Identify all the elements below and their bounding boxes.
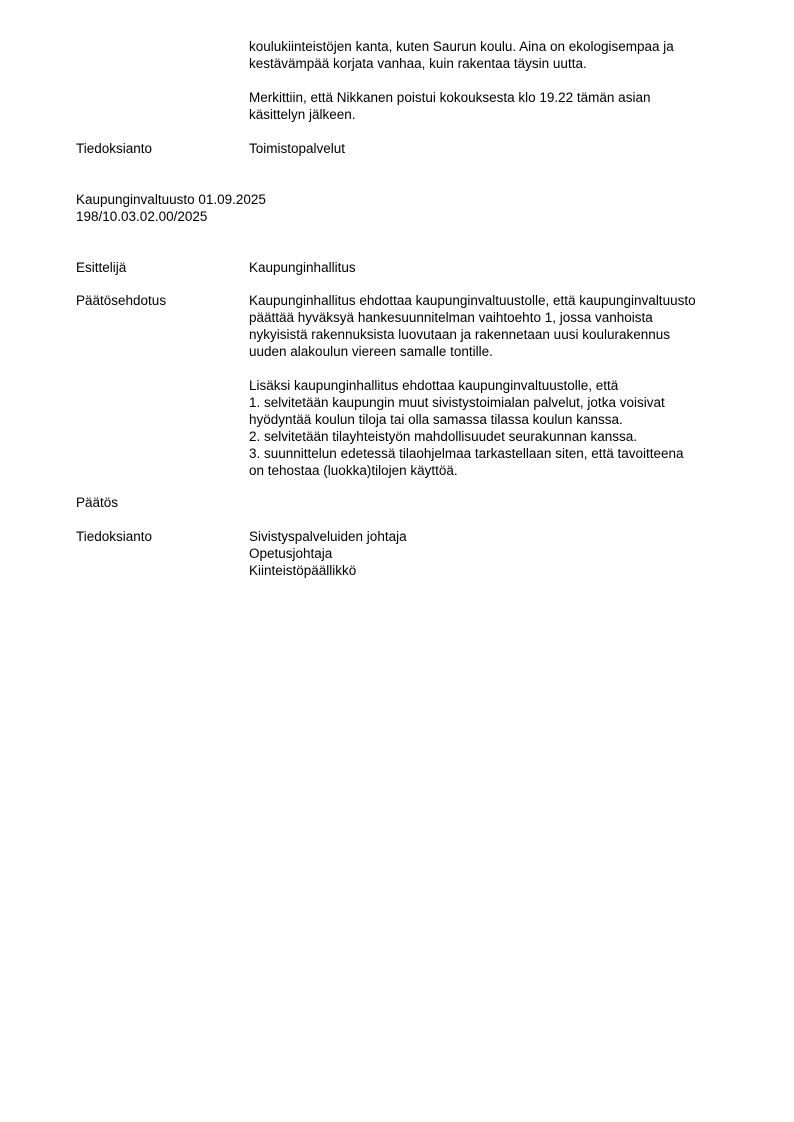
proposal-content — [249, 292, 749, 479]
decision-label: Päätös — [76, 495, 119, 510]
notice-label-2: Tiedoksianto — [76, 529, 153, 544]
presenter-label: Esittelijä — [76, 260, 127, 275]
meeting-reference: 198/10.03.02.00/2025 — [76, 209, 208, 224]
proposal-p2-line: 2. selvitetään tilayhteistyön mahdollisuudet seurakunnan kanssa. — [249, 429, 637, 444]
notice-label: Tiedoksianto — [76, 141, 153, 156]
proposal-p2-line: Lisäksi kaupunginhallitus ehdottaa kaupunginvaltuustolle, että — [249, 378, 619, 393]
intro-p1-line: koulukiinteistöjen kanta, kuten Saurun koulu. Aina on ekologisempaa ja — [249, 39, 674, 54]
proposal-p2-line: 3. suunnittelun edetessä tilaohjelmaa tarkastellaan siten, että tavoitteena — [249, 446, 684, 461]
proposal-p2-line: 1. selvitetään kaupungin muut sivistystoimialan palvelut, jotka voisivat — [249, 395, 665, 410]
intro-p2-line: Merkittiin, että Nikkanen poistui kokouksesta klo 19.22 tämän asian — [249, 90, 651, 105]
proposal-p1-line: nykyisistä rakennuksista luovutaan ja rakennetaan uusi koulurakennus — [249, 327, 671, 342]
notice-recipient-item: Opetusjohtaja — [249, 546, 333, 561]
presenter-value — [249, 259, 749, 276]
notice-recipient: Toimistopalvelut — [249, 141, 346, 156]
proposal-label: Päätösehdotus — [76, 293, 167, 308]
proposal-p2-line: on tehostaa (luokka)tilojen käyttöä. — [249, 463, 458, 478]
meeting-body-date: Kaupunginvaltuusto 01.09.2025 — [76, 192, 266, 207]
presenter-name: Kaupunginhallitus — [249, 260, 356, 275]
intro-p1-line: kestävämpää korjata vanhaa, kuin rakentaa täysin uutta. — [249, 56, 587, 71]
intro-content — [249, 38, 749, 123]
proposal-p1-line: uuden alakoulun viereen samalle tontille. — [249, 344, 493, 359]
meeting-header — [76, 191, 266, 225]
intro-p2-line: käsittelyn jälkeen. — [249, 107, 356, 122]
proposal-p1-line: Kaupunginhallitus ehdottaa kaupunginvaltuustolle, että kaupunginvaltuusto — [249, 293, 696, 308]
proposal-p1-line: päättää hyväksyä hankesuunnitelman vaihtoehto 1, jossa vanhoista — [249, 310, 653, 325]
proposal-p2-line: hyödyntää koulun tiloja tai olla samassa tilassa koulun kanssa. — [249, 412, 623, 427]
notice-recipient-item: Sivistyspalveluiden johtaja — [249, 529, 407, 544]
notice-value — [249, 140, 749, 157]
notice-recipient-item: Kiinteistöpäällikkö — [249, 563, 357, 578]
notice-recipients — [249, 528, 749, 579]
